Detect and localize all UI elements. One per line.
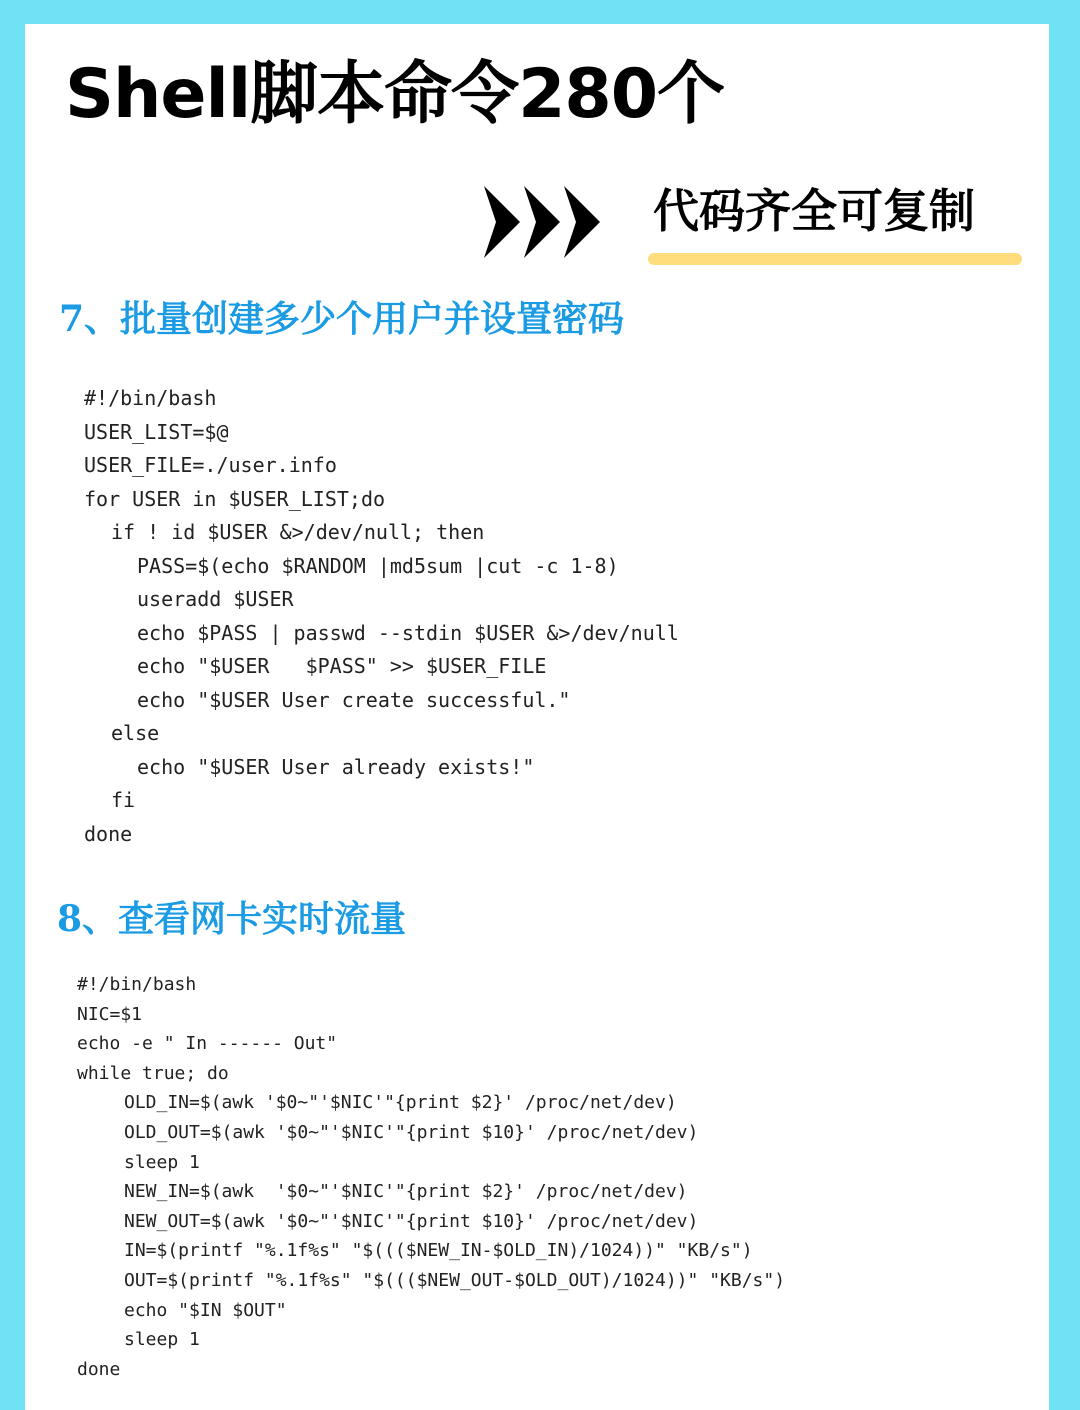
code-line: #!/bin/bash xyxy=(77,974,197,995)
page-card xyxy=(25,24,1049,1410)
code-line: NIC=$1 xyxy=(77,1003,143,1025)
code-line: else xyxy=(111,721,160,745)
code-line: sleep 1 xyxy=(124,1151,200,1173)
code-line: echo -e " In ------ Out" xyxy=(77,1033,338,1055)
code-line: IN=$(printf "%.1f%s" "$((($NEW_IN-$OLD_IN)/1024))" "KB/s") xyxy=(124,1240,753,1262)
code-line: echo "$IN $OUT" xyxy=(124,1299,287,1321)
subtitle: 代码齐全可复制 xyxy=(653,184,975,238)
code-line: echo "$USER $PASS" >> $USER_FILE xyxy=(137,654,547,678)
code-block-user-create xyxy=(84,382,679,851)
code-line: OLD_IN=$(awk '$0~"'$NIC'"{print $2}' /proc/net/dev) xyxy=(124,1092,677,1114)
code-line: NEW_IN=$(awk '$0~"'$NIC'"{print $2}' /proc/net/dev) xyxy=(124,1181,688,1203)
code-line: OLD_OUT=$(awk '$0~"'$NIC'"{print $10}' /proc/net/dev) xyxy=(124,1121,699,1143)
triple-arrow-icon xyxy=(480,182,605,262)
code-line: #!/bin/bash xyxy=(84,386,217,410)
code-line: fi xyxy=(111,788,136,812)
code-line: echo $PASS | passwd --stdin $USER &>/dev/null xyxy=(137,620,679,645)
code-line: sleep 1 xyxy=(124,1329,200,1351)
code-line: done xyxy=(77,1358,121,1380)
code-line: if ! id $USER &>/dev/null; then xyxy=(111,520,485,544)
code-line: while true; do xyxy=(77,1062,229,1084)
page-title: Shell脚本命令280个 xyxy=(65,55,725,134)
code-line: USER_LIST=$@ xyxy=(84,419,229,444)
code-line: OUT=$(printf "%.1f%s" "$((($NEW_OUT-$OLD_OUT)/1024))" "KB/s") xyxy=(124,1269,786,1291)
code-block-nic-traffic xyxy=(77,970,785,1384)
code-line: for USER in $USER_LIST;do xyxy=(84,486,386,511)
code-line: echo "$USER User create successful." xyxy=(137,687,571,712)
code-line: useradd $USER xyxy=(137,587,294,611)
subtitle-highlight xyxy=(648,253,1022,265)
code-line: PASS=$(echo $RANDOM |md5sum |cut -c 1-8) xyxy=(137,553,619,578)
section-heading-7: 7、批量创建多少个用户并设置密码 xyxy=(59,298,625,340)
code-line: done xyxy=(84,821,133,846)
code-line: echo "$USER User already exists!" xyxy=(137,754,535,779)
section-heading-8: 8、查看网卡实时流量 xyxy=(57,898,407,940)
code-line: NEW_OUT=$(awk '$0~"'$NIC'"{print $10}' /proc/net/dev) xyxy=(124,1210,699,1232)
code-line: USER_FILE=./user.info xyxy=(84,453,337,477)
